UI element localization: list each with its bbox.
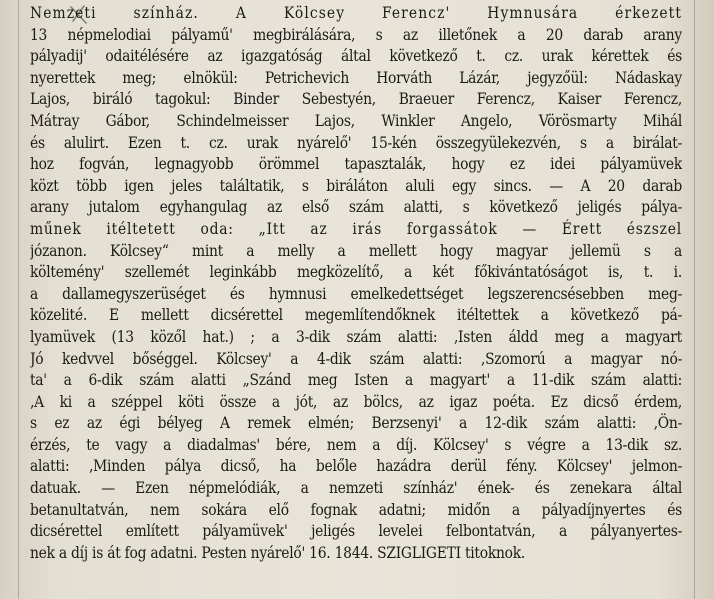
article-line: pályadij' odaitélésére az igazgatóság által következő t. cz. urak kérettek és [30,47,682,66]
article-line: ta' a 6-dik szám alatti „Szánd meg Isten a magyart' a 11-dik szám alatti: [30,371,682,390]
article-line: 13 népmelodiai pályamű' megbirálására, s az illetőnek a 20 darab arany [30,25,682,44]
article-line: érzés, te vagy a diadalmas' bére, nem a díj. Kölcsey' s végre a 13-dik sz. [30,435,682,454]
article-line: arany jutalom egyhangulag az első szám alatti, s következő jeligés pálya- [30,198,682,217]
article-line: közelité. E mellett dicsérettel megemlítendőknek itéltettek a következő pá- [30,306,682,325]
article-line: nyerettek meg; elnökül: Petrichevich Horváth Lázár, jegyzőül: Nádaskay [30,68,682,87]
article-line: műnek itéltetett oda: „Itt az irás forgassátok — Érett észszel [30,219,682,238]
article-line: Nemzeti színház. A Kölcsey Ferencz' Hymnusára érkezett [30,4,682,22]
article-line: ‚A ki a széppel köti össze a jót, az bölcs, az igaz poéta. Ez dicső érdem, [30,392,682,411]
column-rule-left [18,0,19,599]
article-line: nek a díj is át fog adatni. Pesten nyárelő' 16. 1844. SZIGLIGETI titoknok. [30,543,525,562]
article-line: s ez az égi bélyeg A remek elmén; Berzsenyi' a 12-dik szám alatti: ‚Ön- [30,414,682,433]
article-line: és alulirt. Ezen t. cz. urak nyárelő' 15-kén összegyülekezvén, s a birálat- [30,133,682,152]
article-line: datuak. — Ezen népmelódiák, a nemzeti színház' ének- és zenekara által [30,479,682,498]
article-line: a dallamegyszerüséget és hymnusi emelkedettséget legszerencsésebben meg- [30,284,682,303]
article-line: Lajos, biráló tagokul: Binder Sebestyén, Braeuer Ferencz, Kaiser Ferencz, [30,90,682,109]
article-line: hoz fogván, legnagyobb örömmel tapasztalák, hogy ez idei pályamüvek [30,155,682,174]
article-line: dicsérettel említett pályamüvek' jeligés levelei felbontatván, a pályanyertes- [30,522,682,541]
article-line: betanultatván, nem sokára elő fognak adatni; midőn a pályadíjnyertes és [30,500,682,519]
article-line: alatti: ‚Minden pálya dicső, ha belőle hazádra derül fény. Kölcsey' jelmon- [30,457,682,476]
column-rule-right [694,0,695,599]
article-line: közt több igen jeles találtatik, s biráláton aluli egy sincs. — A 20 darab [30,176,682,195]
article-line: lyamüvek (13 közől hat.) ; a 3-dik szám alatti: ‚Isten áldd meg a magyart [30,327,682,346]
article-line: józanon. Kölcsey“ mint a melly a mellett hogy magyar jellemü s a [30,241,682,260]
article-text [30,3,682,564]
article-line: költemény' szellemét leginkább megközelítő, a két főkivántatóságot is, t. i. [30,263,682,282]
article-line: Jó kedvvel bőséggel. Kölcsey' a 4-dik szám alatti: ‚Szomorú a magyar nó- [30,349,682,368]
article-line: Mátray Gábor, Schindelmeisser Lajos, Winkler Angelo, Vörösmarty Mihál [30,111,682,130]
